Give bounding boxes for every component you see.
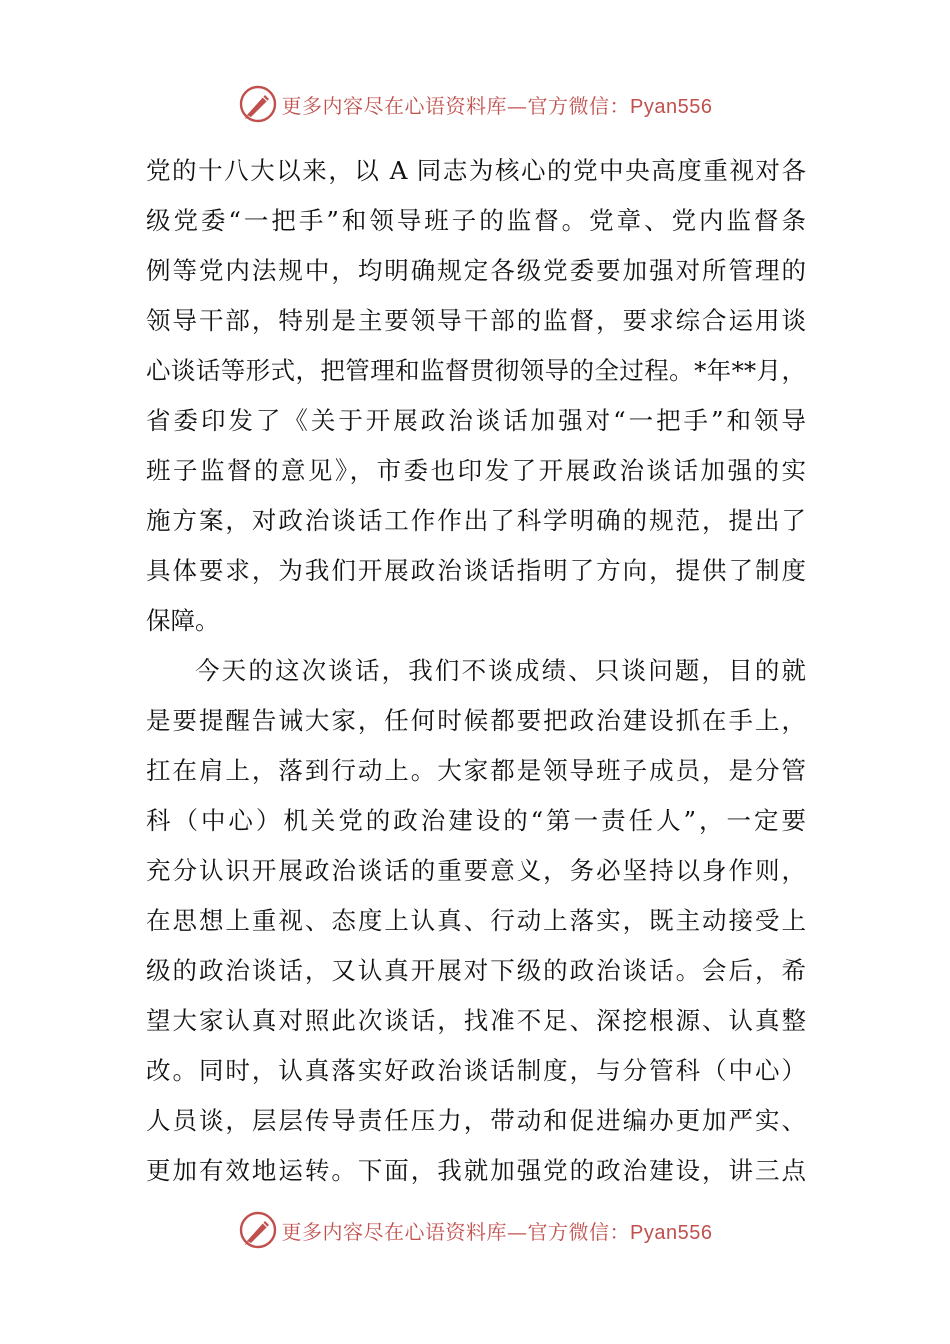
wechat-id: Pyan556 [630,1221,713,1244]
text-line: 是要提醒告诫大家，任何时候都要把政治建设抓在手上， [146,706,806,735]
text-line: 省委印发了《关于开展政治谈话加强对“一把手”和领导 [146,406,806,435]
text-line: 望大家认真对照此次谈话，找准不足、深挖根源、认真整 [146,1006,806,1035]
paragraph-1 [146,146,806,646]
wechat-id: Pyan556 [630,95,713,118]
text-line: 具体要求，为我们开展政治谈话指明了方向，提供了制度 [146,556,806,585]
footer-banner [0,1208,950,1252]
text-line: 心谈话等形式，把管理和监督贯彻领导的全过程。*年**月， [146,356,806,385]
text-line: 在思想上重视、态度上认真、行动上落实，既主动接受上 [146,906,806,935]
banner-slogan: 更多内容尽在心语资料库—官方微信： [281,1219,631,1244]
text-line: 改。同时，认真落实好政治谈话制度，与分管科（中心） [146,1056,806,1085]
text-line: 科（中心）机关党的政治建设的“第一责任人”，一定要 [146,806,806,835]
text-line: 人员谈，层层传导责任压力，带动和促进编办更加严实、 [146,1106,806,1135]
text-line: 保障。 [146,606,220,635]
text-line: 施方案，对政治谈话工作作出了科学明确的规范，提出了 [146,506,806,535]
text-line: 充分认识开展政治谈话的重要意义，务必坚持以身作则， [146,856,806,885]
text-line: 例等党内法规中，均明确规定各级党委要加强对所管理的 [146,256,806,285]
text-line: 党的十八大以来，以 A 同志为核心的党中央高度重视对各 [146,156,806,185]
text-line: 级党委“一把手”和领导班子的监督。党章、党内监督条 [146,206,806,235]
text-line: 更加有效地运转。下面，我就加强党的政治建设，讲三点 [146,1156,806,1185]
banner-slogan: 更多内容尽在心语资料库—官方微信： [281,93,631,118]
header-banner [0,82,950,126]
pen-logo-icon [238,84,278,124]
text-line: 领导干部，特别是主要领导干部的监督，要求综合运用谈 [146,306,806,335]
text-line: 今天的这次谈话，我们不谈成绩、只谈问题，目的就 [195,656,806,685]
pen-logo-icon [238,1210,278,1250]
text-line: 级的政治谈话，又认真开展对下级的政治谈话。会后，希 [146,956,806,985]
text-line: 扛在肩上，落到行动上。大家都是领导班子成员，是分管 [146,756,806,785]
paragraph-2 [146,646,806,1196]
banner-text [282,1216,713,1245]
text-line: 班子监督的意见》，市委也印发了开展政治谈话加强的实 [146,456,806,485]
document-body [146,146,806,1196]
banner-text [282,90,713,119]
